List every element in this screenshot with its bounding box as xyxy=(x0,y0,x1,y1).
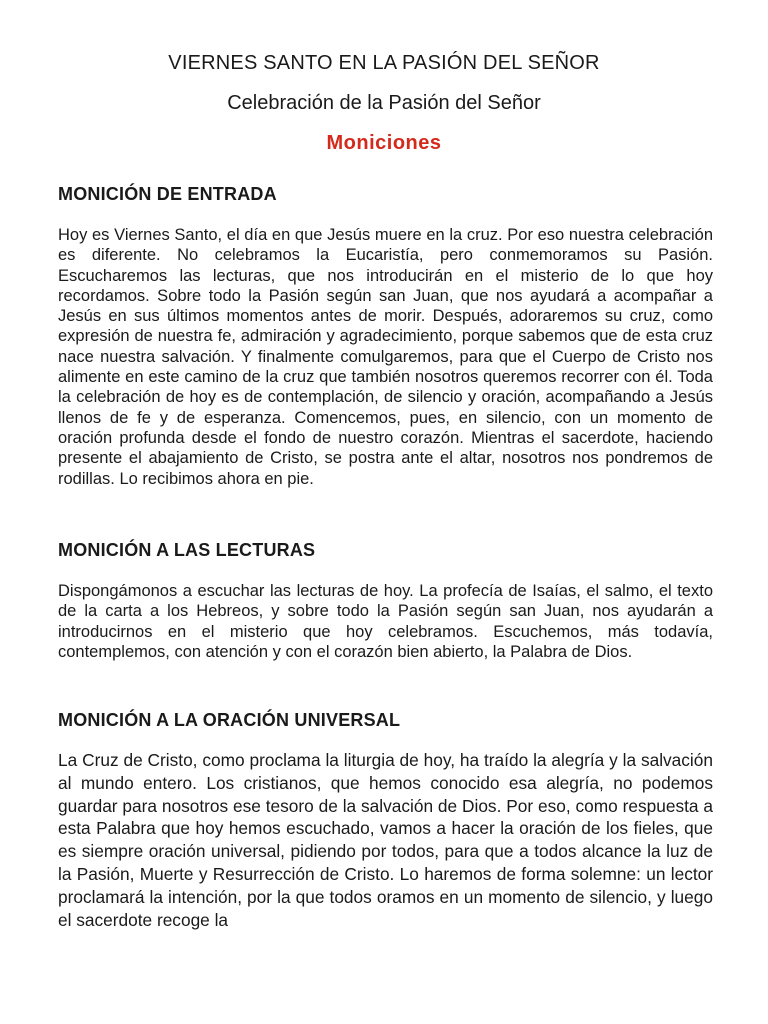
document-title: VIERNES SANTO EN LA PASIÓN DEL SEÑOR xyxy=(168,52,600,74)
section-entrada xyxy=(58,184,713,489)
section-heading: MONICIÓN DE ENTRADA xyxy=(58,184,277,204)
section-heading: MONICIÓN A LA ORACIÓN UNIVERSAL xyxy=(58,710,401,730)
section-lecturas xyxy=(58,540,713,662)
section-text: Hoy es Viernes Santo, el día en que Jesús muere en la cruz. Por eso nuestra celebración es diferente. No celebramos la Eucaristía, pero conmemoramos su Pasión. Escucharemos las lecturas, que nos introducirán en el misterio de lo que hoy recordamos. Sobre todo la Pasión según san Juan, que nos ayudará a acompañar a Jesús en sus últimos momentos antes de morir. Después, adoraremos su cruz, como expresión de nuestra fe, admiración y agradecimiento, porque sabemos que de esta cruz nace nuestra salvación. Y finalmente comulgaremos, para que el Cuerpo de Cristo nos alimente en este camino de la cruz que también nosotros queremos recorrer con él. Toda la celebración de hoy es de contemplación, de silencio y oración, acompañando a Jesús llenos de fe y de esperanza. Comencemos, pues, en silencio, con un momento de oración profunda desde el fondo de nuestro corazón. Mientras el sacerdote, haciendo presente el abajamiento de Cristo, se postra ante el altar, nosotros nos pondremos de rodillas. Lo recibimos ahora en pie. xyxy=(58,226,713,488)
section-text: Dispongámonos a escuchar las lecturas de hoy. La profecía de Isaías, el salmo, el texto de la carta a los Hebreos, y sobre todo la Pasión según san Juan, nos ayudarán a introducirnos en el misterio que hoy celebramos. Escuchemos, más todavía, contemplemos, con atención y con el corazón bien abierto, la Palabra de Dios. xyxy=(58,582,713,661)
section-heading: MONICIÓN A LAS LECTURAS xyxy=(58,540,316,560)
section-text: La Cruz de Cristo, como proclama la liturgia de hoy, ha traído la alegría y la salvación al mundo entero. Los cristianos, que hemos conocido esa alegría, no podemos guardar para nosotros ese tesoro de la salvación de Dios. Por eso, como respuesta a esta Palabra que hoy hemos escuchado, vamos a hacer la oración de los fieles, que es siempre oración universal, pidiendo por todos, para que a todos alcance la luz de la Pasión, Muerte y Resurrección de Cristo. Lo haremos de forma solemne: un lector proclamará la intención, por la que todos oramos en un momento de silencio, y luego el sacerdote recoge la xyxy=(58,750,713,930)
section-label: Moniciones xyxy=(326,132,442,154)
section-oracion-universal xyxy=(58,710,713,931)
document-subtitle: Celebración de la Pasión del Señor xyxy=(227,92,541,114)
